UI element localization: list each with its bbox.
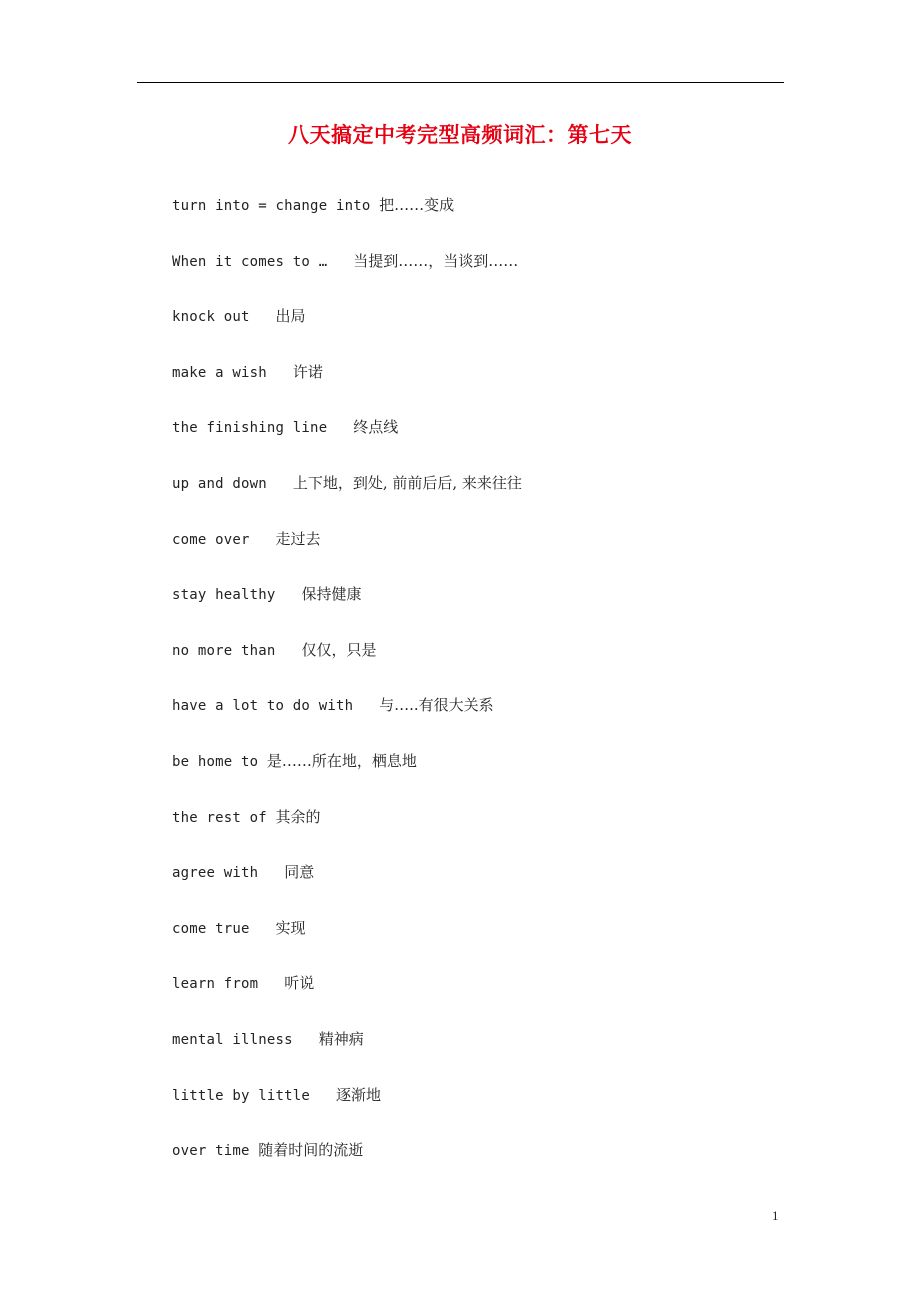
chinese-meaning: 当提到……，当谈到…… xyxy=(353,251,519,270)
vocab-entry xyxy=(172,913,522,969)
chinese-meaning: 是……所在地，栖息地 xyxy=(266,751,417,770)
chinese-meaning: 许诺 xyxy=(292,362,323,381)
vocab-entry xyxy=(172,1080,522,1136)
vocab-entry xyxy=(172,579,522,635)
english-phrase: no more than xyxy=(172,642,302,659)
vocab-entry xyxy=(172,857,522,913)
vocab-entry xyxy=(172,357,522,413)
vocab-entry xyxy=(172,301,522,357)
english-phrase: the finishing line xyxy=(172,420,354,437)
chinese-meaning: 精神病 xyxy=(318,1029,364,1048)
english-phrase: agree with xyxy=(172,865,285,882)
vocab-entry xyxy=(172,968,522,1024)
vocab-entry xyxy=(172,524,522,580)
english-phrase: come over xyxy=(172,531,276,548)
chinese-meaning: 同意 xyxy=(284,863,315,882)
page-number: 1 xyxy=(772,1208,779,1223)
document-title: 八天搞定中考完型高频词汇：第七天 xyxy=(288,123,632,147)
header-rule xyxy=(137,82,784,83)
chinese-meaning: 听说 xyxy=(284,974,315,993)
english-phrase: the rest of xyxy=(172,809,276,826)
english-phrase: be home to xyxy=(172,753,267,770)
chinese-meaning: 走过去 xyxy=(275,529,321,548)
english-phrase: make a wish xyxy=(172,364,293,381)
english-phrase: up and down xyxy=(172,475,293,492)
vocab-entry xyxy=(172,190,522,246)
chinese-meaning: 保持健康 xyxy=(301,585,362,604)
chinese-meaning: 其余的 xyxy=(275,807,321,826)
chinese-meaning: 上下地，到处, 前前后后, 来来往往 xyxy=(292,473,522,492)
english-phrase: mental illness xyxy=(172,1031,319,1048)
chinese-meaning: 随着时间的流逝 xyxy=(258,1141,364,1160)
english-phrase: little by little xyxy=(172,1087,336,1104)
chinese-meaning: 终点线 xyxy=(353,418,399,437)
vocab-entry xyxy=(172,412,522,468)
english-phrase: learn from xyxy=(172,976,285,993)
vocab-entry xyxy=(172,1024,522,1080)
english-phrase: have a lot to do with xyxy=(172,698,380,715)
vocab-entry xyxy=(172,690,522,746)
chinese-meaning: 把……变成 xyxy=(379,196,455,214)
vocabulary-list xyxy=(172,190,522,1191)
vocab-entry xyxy=(172,802,522,858)
english-phrase: over time xyxy=(172,1143,259,1160)
english-phrase: turn into = change into xyxy=(172,198,380,214)
chinese-meaning: 与…..有很大关系 xyxy=(379,696,494,715)
chinese-meaning: 出局 xyxy=(275,307,306,326)
vocab-entry xyxy=(172,635,522,691)
chinese-meaning: 逐渐地 xyxy=(335,1085,381,1104)
english-phrase: When it comes to … xyxy=(172,253,354,270)
english-phrase: stay healthy xyxy=(172,587,302,604)
vocab-entry xyxy=(172,746,522,802)
english-phrase: come true xyxy=(172,920,276,937)
chinese-meaning: 实现 xyxy=(275,918,306,937)
vocab-entry xyxy=(172,1135,522,1191)
chinese-meaning: 仅仅，只是 xyxy=(301,640,377,659)
english-phrase: knock out xyxy=(172,309,276,326)
vocab-entry xyxy=(172,468,522,524)
vocab-entry xyxy=(172,246,522,302)
